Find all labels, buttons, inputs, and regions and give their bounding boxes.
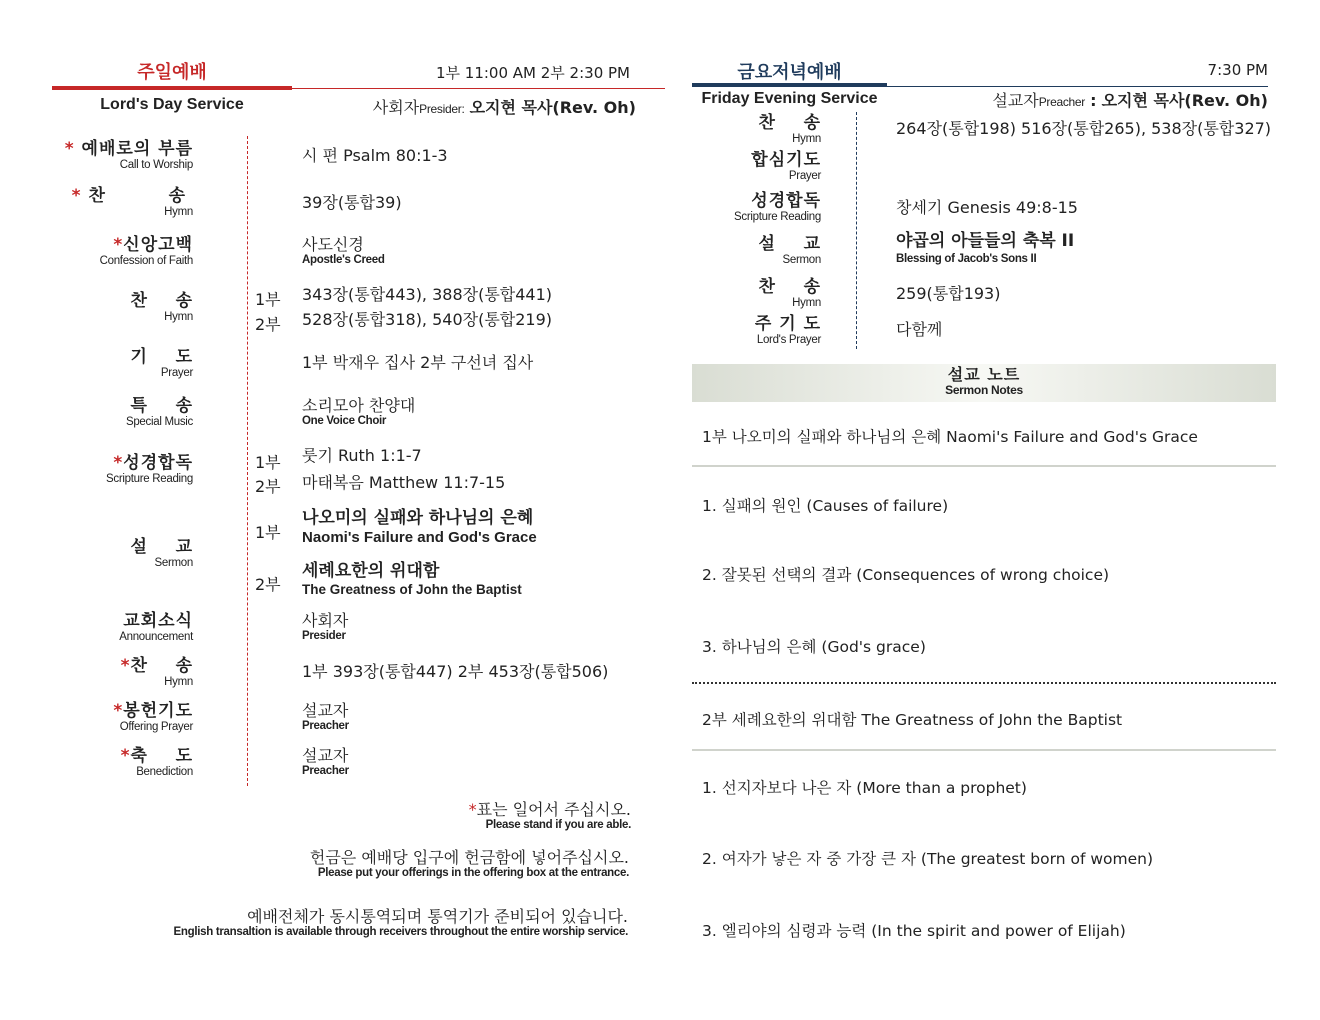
part1-hymn-2: 1부 — [255, 290, 281, 309]
label-hymn-1: *찬 송 Hymn — [71, 186, 193, 218]
notes-part1-title: 1부 나오미의 실패와 하나님의 은혜 Naomi's Failure and God's Grace — [702, 428, 1198, 446]
content-call-to-worship: 시 편 Psalm 80:1-3 — [302, 146, 448, 165]
footer-stand: *표는 일어서 주십시오. Please stand if you are able. — [468, 800, 631, 831]
right-panel — [670, 0, 1320, 1020]
label-special-music: 특 송 Special Music — [125, 396, 193, 428]
r-content-sermon: 야곱의 아들들의 축복 II Blessing of Jacob's Sons II — [896, 231, 1075, 265]
right-title-kr: 금요저녁예배 — [737, 62, 842, 83]
left-title-kr: 주일예배 — [137, 62, 207, 83]
r-label-hymn-1: 찬 송 Hymn — [758, 113, 821, 145]
right-title-underline — [692, 83, 887, 87]
label-prayer: 기 도 Prayer — [130, 347, 193, 379]
r-content-lords-prayer: 다함께 — [896, 320, 943, 339]
r-content-hymn-2: 259(통합193) — [896, 284, 1001, 303]
r-content-scripture: 창세기 Genesis 49:8-15 — [896, 198, 1078, 217]
label-confession: *신앙고백 Confession of Faith — [99, 235, 193, 267]
r-label-sermon: 설 교 Sermon — [758, 234, 821, 266]
notes-part2-point-3: 3. 엘리야의 심령과 능력 (In the spirit and power of Elijah) — [702, 922, 1126, 940]
right-title-en: Friday Evening Service — [701, 90, 878, 107]
content-sermon-2: 세례요한의 위대함 The Greatness of John the Baptist — [302, 561, 522, 597]
content-benediction: 설교자 Preacher — [302, 746, 349, 777]
notes-part1-point-2: 2. 잘못된 선택의 결과 (Consequences of wrong choice) — [702, 566, 1110, 584]
content-scripture-a: 룻기 Ruth 1:1-7 — [302, 446, 422, 465]
left-title-en: Lord's Day Service — [100, 96, 244, 113]
label-hymn-3: *찬 송 Hymn — [120, 656, 193, 688]
label-call-to-worship: * 예배로의 부름 Call to Worship — [64, 139, 193, 171]
r-label-hymn-2: 찬 송 Hymn — [758, 277, 821, 309]
content-special-music: 소리모아 찬양대 One Voice Choir — [302, 396, 416, 427]
footer-translation: 예배전체가 동시통역되며 통역기가 준비되어 있습니다. English transaltion is available through receivers throughout the entire worship service. — [173, 907, 628, 938]
content-hymn-2b: 528장(통합318), 540장(통합219) — [302, 310, 553, 329]
left-rule — [292, 88, 665, 89]
presider-name: 오지현 목사(Rev. Oh) — [469, 98, 636, 117]
label-benediction: *축 도 Benediction — [120, 746, 193, 778]
label-announcement: 교회소식 Announcement — [119, 611, 193, 643]
r-label-scripture: 성경합독 Scripture Reading — [734, 191, 821, 223]
preacher-name: 오지현 목사(Rev. Oh) — [1101, 91, 1268, 110]
label-offering-prayer: *봉헌기도 Offering Prayer — [113, 701, 193, 733]
content-confession: 사도신경 Apostle's Creed — [302, 235, 385, 266]
part2-hymn-2: 2부 — [255, 315, 281, 334]
content-hymn-1: 39장(통합39) — [302, 193, 402, 212]
part2-sermon: 2부 — [255, 575, 281, 594]
notes-part2-title: 2부 세례요한의 위대함 The Greatness of John the Baptist — [702, 711, 1123, 729]
presider-label-kr: 사회자 — [372, 98, 420, 117]
footer-offering: 헌금은 예배당 입구에 헌금함에 넣어주십시오. Please put your offerings in the offering box at the entrance. — [309, 848, 629, 879]
content-scripture-b: 마태복음 Matthew 11:7-15 — [302, 473, 506, 492]
presider-label-en: Presider: — [419, 102, 465, 116]
preacher-label-kr: 설교자 — [992, 91, 1039, 110]
notes-dotted-divider — [692, 682, 1276, 684]
preacher-label-en: Preacher — [1038, 95, 1085, 109]
notes-part1-point-1: 1. 실패의 원인 (Causes of failure) — [702, 497, 949, 515]
content-prayer: 1부 박재우 집사 2부 구선녀 집사 — [302, 353, 534, 372]
part1-sermon: 1부 — [255, 523, 281, 542]
left-title-underline — [52, 86, 292, 90]
right-rule — [887, 86, 1268, 87]
notes-part2-point-1: 1. 선지자보다 나은 자 (More than a prophet) — [702, 779, 1027, 797]
label-sermon: 설 교 Sermon — [130, 537, 193, 569]
left-times: 1부 11:00 AM 2부 2:30 PM — [435, 64, 630, 82]
label-hymn-2: 찬 송 Hymn — [130, 291, 193, 323]
r-label-lords-prayer: 주 기 도 Lord's Prayer — [754, 314, 821, 346]
part2-scripture: 2부 — [255, 477, 281, 496]
sermon-notes-title-en: Sermon Notes — [945, 382, 1023, 397]
sermon-notes-title-kr: 설교 노트 — [947, 365, 1021, 384]
left-divider-dashed — [247, 136, 248, 786]
part1-scripture: 1부 — [255, 453, 281, 472]
content-offering-prayer: 설교자 Preacher — [302, 701, 349, 732]
notes-part1-point-3: 3. 하나님의 은혜 (God's grace) — [702, 638, 926, 656]
content-hymn-2a: 343장(통합443), 388장(통합441) — [302, 285, 553, 304]
content-hymn-3: 1부 393장(통합447) 2부 453장(통합506) — [302, 662, 609, 681]
right-time: 7:30 PM — [1207, 61, 1268, 79]
notes-separator-1 — [692, 465, 1276, 467]
r-content-hymn-1: 264장(통합198) 516장(통합265), 538장(통합327) — [896, 119, 1272, 138]
r-label-prayer: 합심기도 Prayer — [751, 150, 821, 182]
presider-line — [300, 95, 636, 118]
right-divider-dashed — [856, 112, 857, 349]
sermon-notes-header — [692, 364, 1276, 402]
label-scripture: *성경합독 Scripture Reading — [106, 453, 193, 485]
content-announcement: 사회자 Presider — [302, 611, 349, 642]
notes-part2-point-2: 2. 여자가 낳은 자 중 가장 큰 자 (The greatest born of women) — [702, 850, 1154, 868]
content-sermon-1: 나오미의 실패와 하나님의 은혜 Naomi's Failure and God's Grace — [302, 508, 537, 546]
notes-separator-2 — [692, 749, 1276, 751]
preacher-line: 설교자Preacher : 오지현 목사(Rev. Oh) — [992, 91, 1268, 110]
